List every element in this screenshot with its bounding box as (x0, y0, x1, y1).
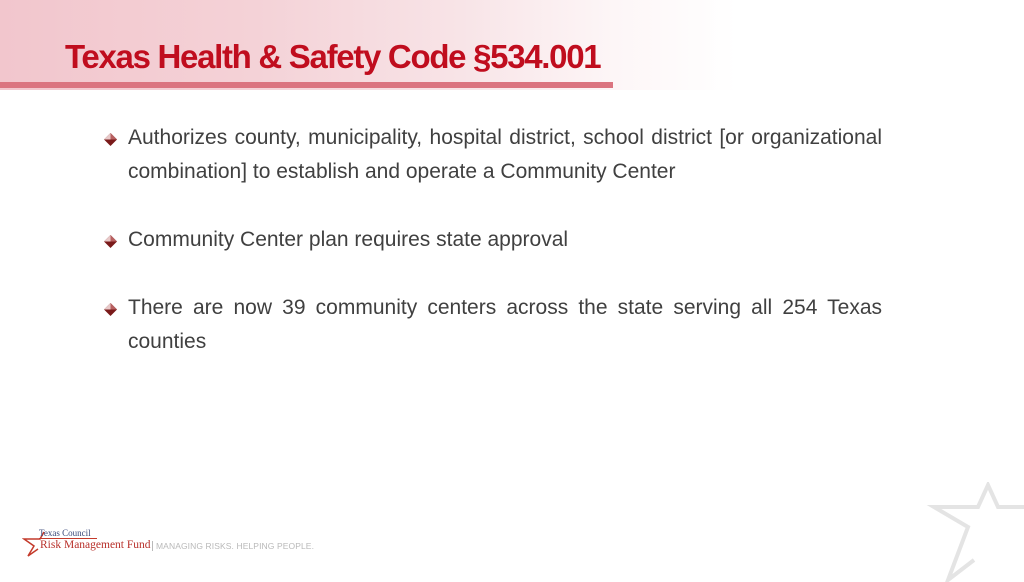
diamond-bullet-icon (104, 133, 117, 146)
title-underline-bar (0, 82, 613, 88)
bullet-list (104, 121, 882, 393)
bullet-text: Community Center plan requires state approval (128, 228, 569, 251)
bullet-item (104, 121, 882, 189)
logo-text-line2: Risk Management Fund (40, 539, 151, 551)
bullet-text: Authorizes county, municipality, hospital district, school district [or organizational combination] to establish and operate a Community Center (128, 126, 882, 183)
bullet-text: There are now 39 community centers across the state serving all 254 Texas counties (128, 296, 882, 353)
diamond-bullet-icon (104, 303, 117, 316)
footer-tagline: MANAGING RISKS. HELPING PEOPLE. (152, 541, 314, 551)
decorative-star-icon (926, 482, 1024, 582)
slide-title: Texas Health & Safety Code §534.001 (65, 38, 601, 75)
logo-text-line1: Texas Council (39, 528, 97, 539)
bullet-item (104, 223, 882, 257)
bullet-item (104, 291, 882, 359)
diamond-bullet-icon (104, 235, 117, 248)
